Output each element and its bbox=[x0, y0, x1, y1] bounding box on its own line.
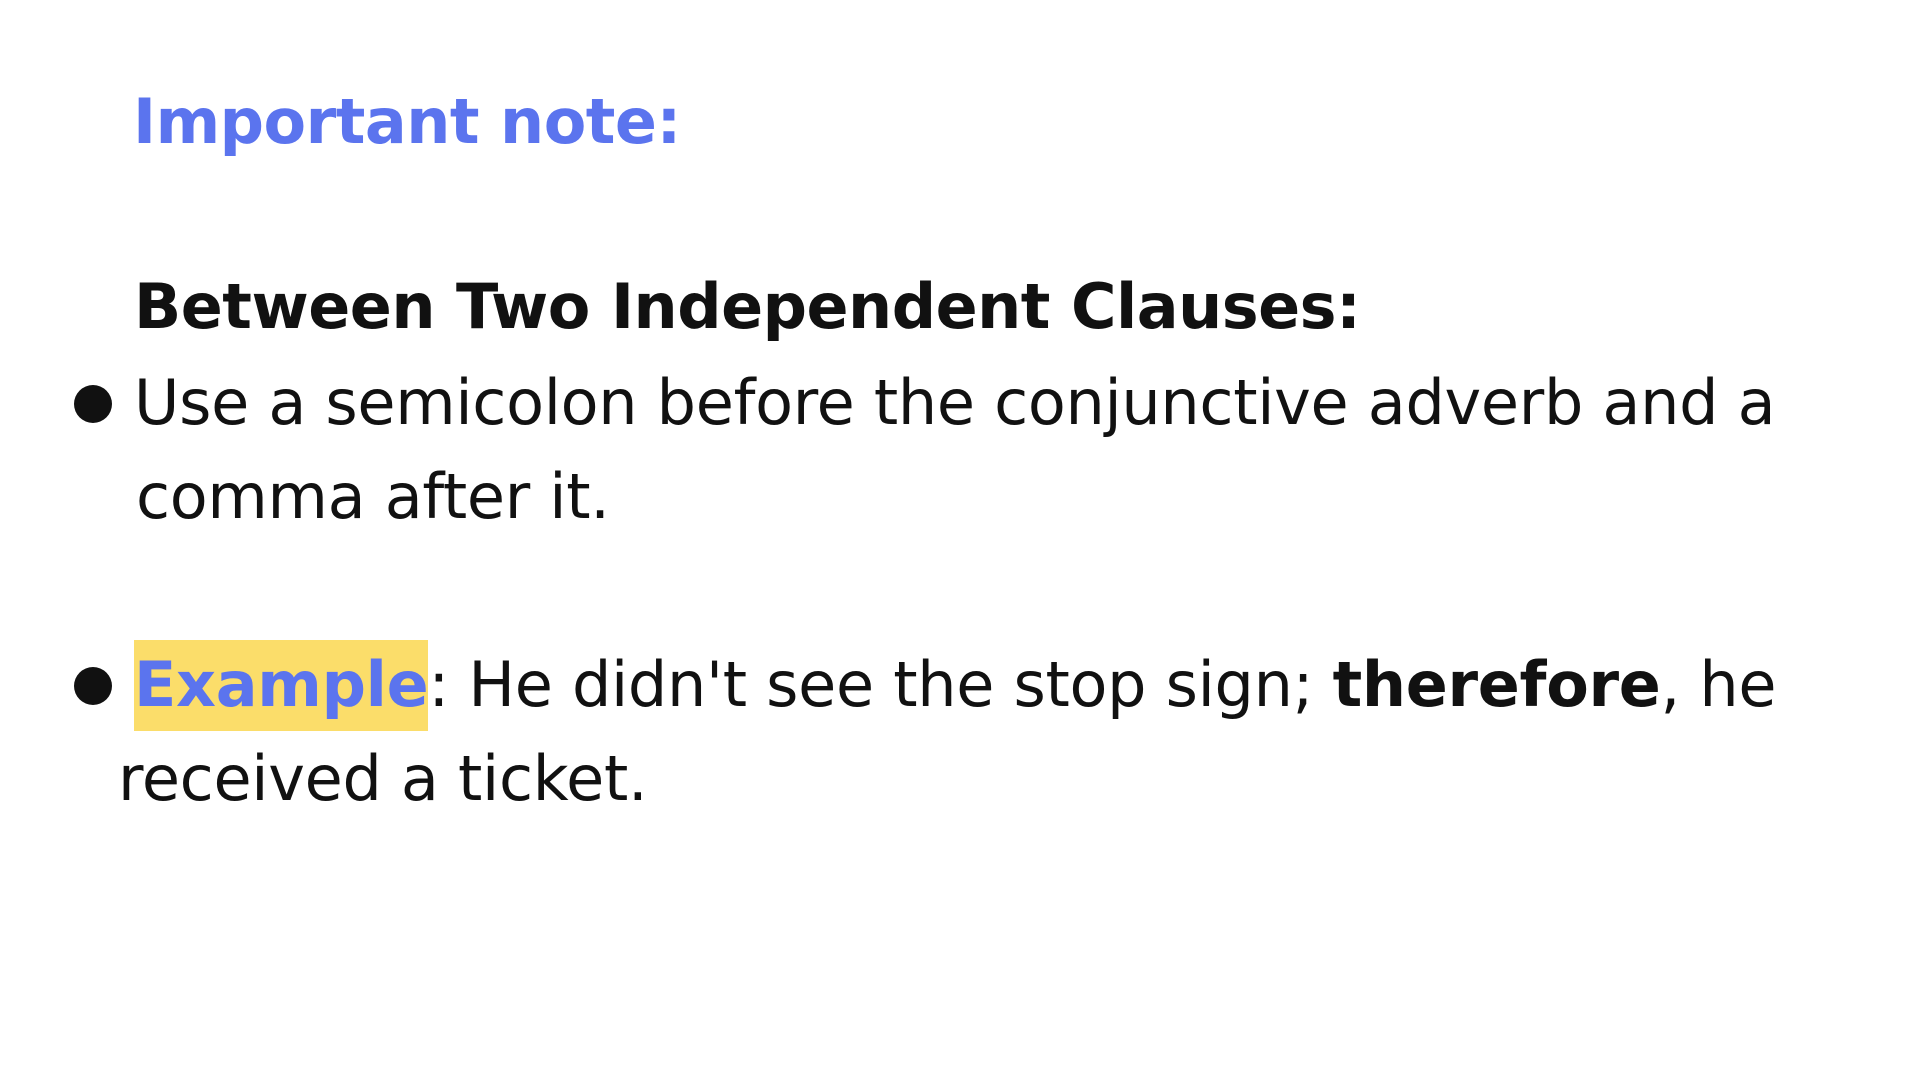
example-sentence-line-2: received a ticket. bbox=[118, 742, 648, 815]
bullet-dot-icon bbox=[74, 667, 112, 705]
bullet-rule-line-2: comma after it. bbox=[136, 460, 610, 533]
important-note-heading: Important note: bbox=[133, 85, 681, 158]
example-label: Example bbox=[134, 640, 428, 731]
example-text-tail: , he bbox=[1660, 648, 1777, 721]
example-text-part: : He didn't see the stop sign; bbox=[428, 648, 1333, 721]
section-heading: Between Two Independent Clauses: bbox=[134, 270, 1361, 343]
bullet-rule-line-1: Use a semicolon before the conjunctive adverb and a bbox=[134, 366, 1776, 439]
bullet-rule-text bbox=[134, 356, 1894, 544]
example-sentence-line-1 bbox=[134, 638, 1776, 732]
conjunctive-adverb-emphasis: therefore bbox=[1332, 648, 1661, 721]
bullet-dot-icon bbox=[74, 385, 112, 423]
